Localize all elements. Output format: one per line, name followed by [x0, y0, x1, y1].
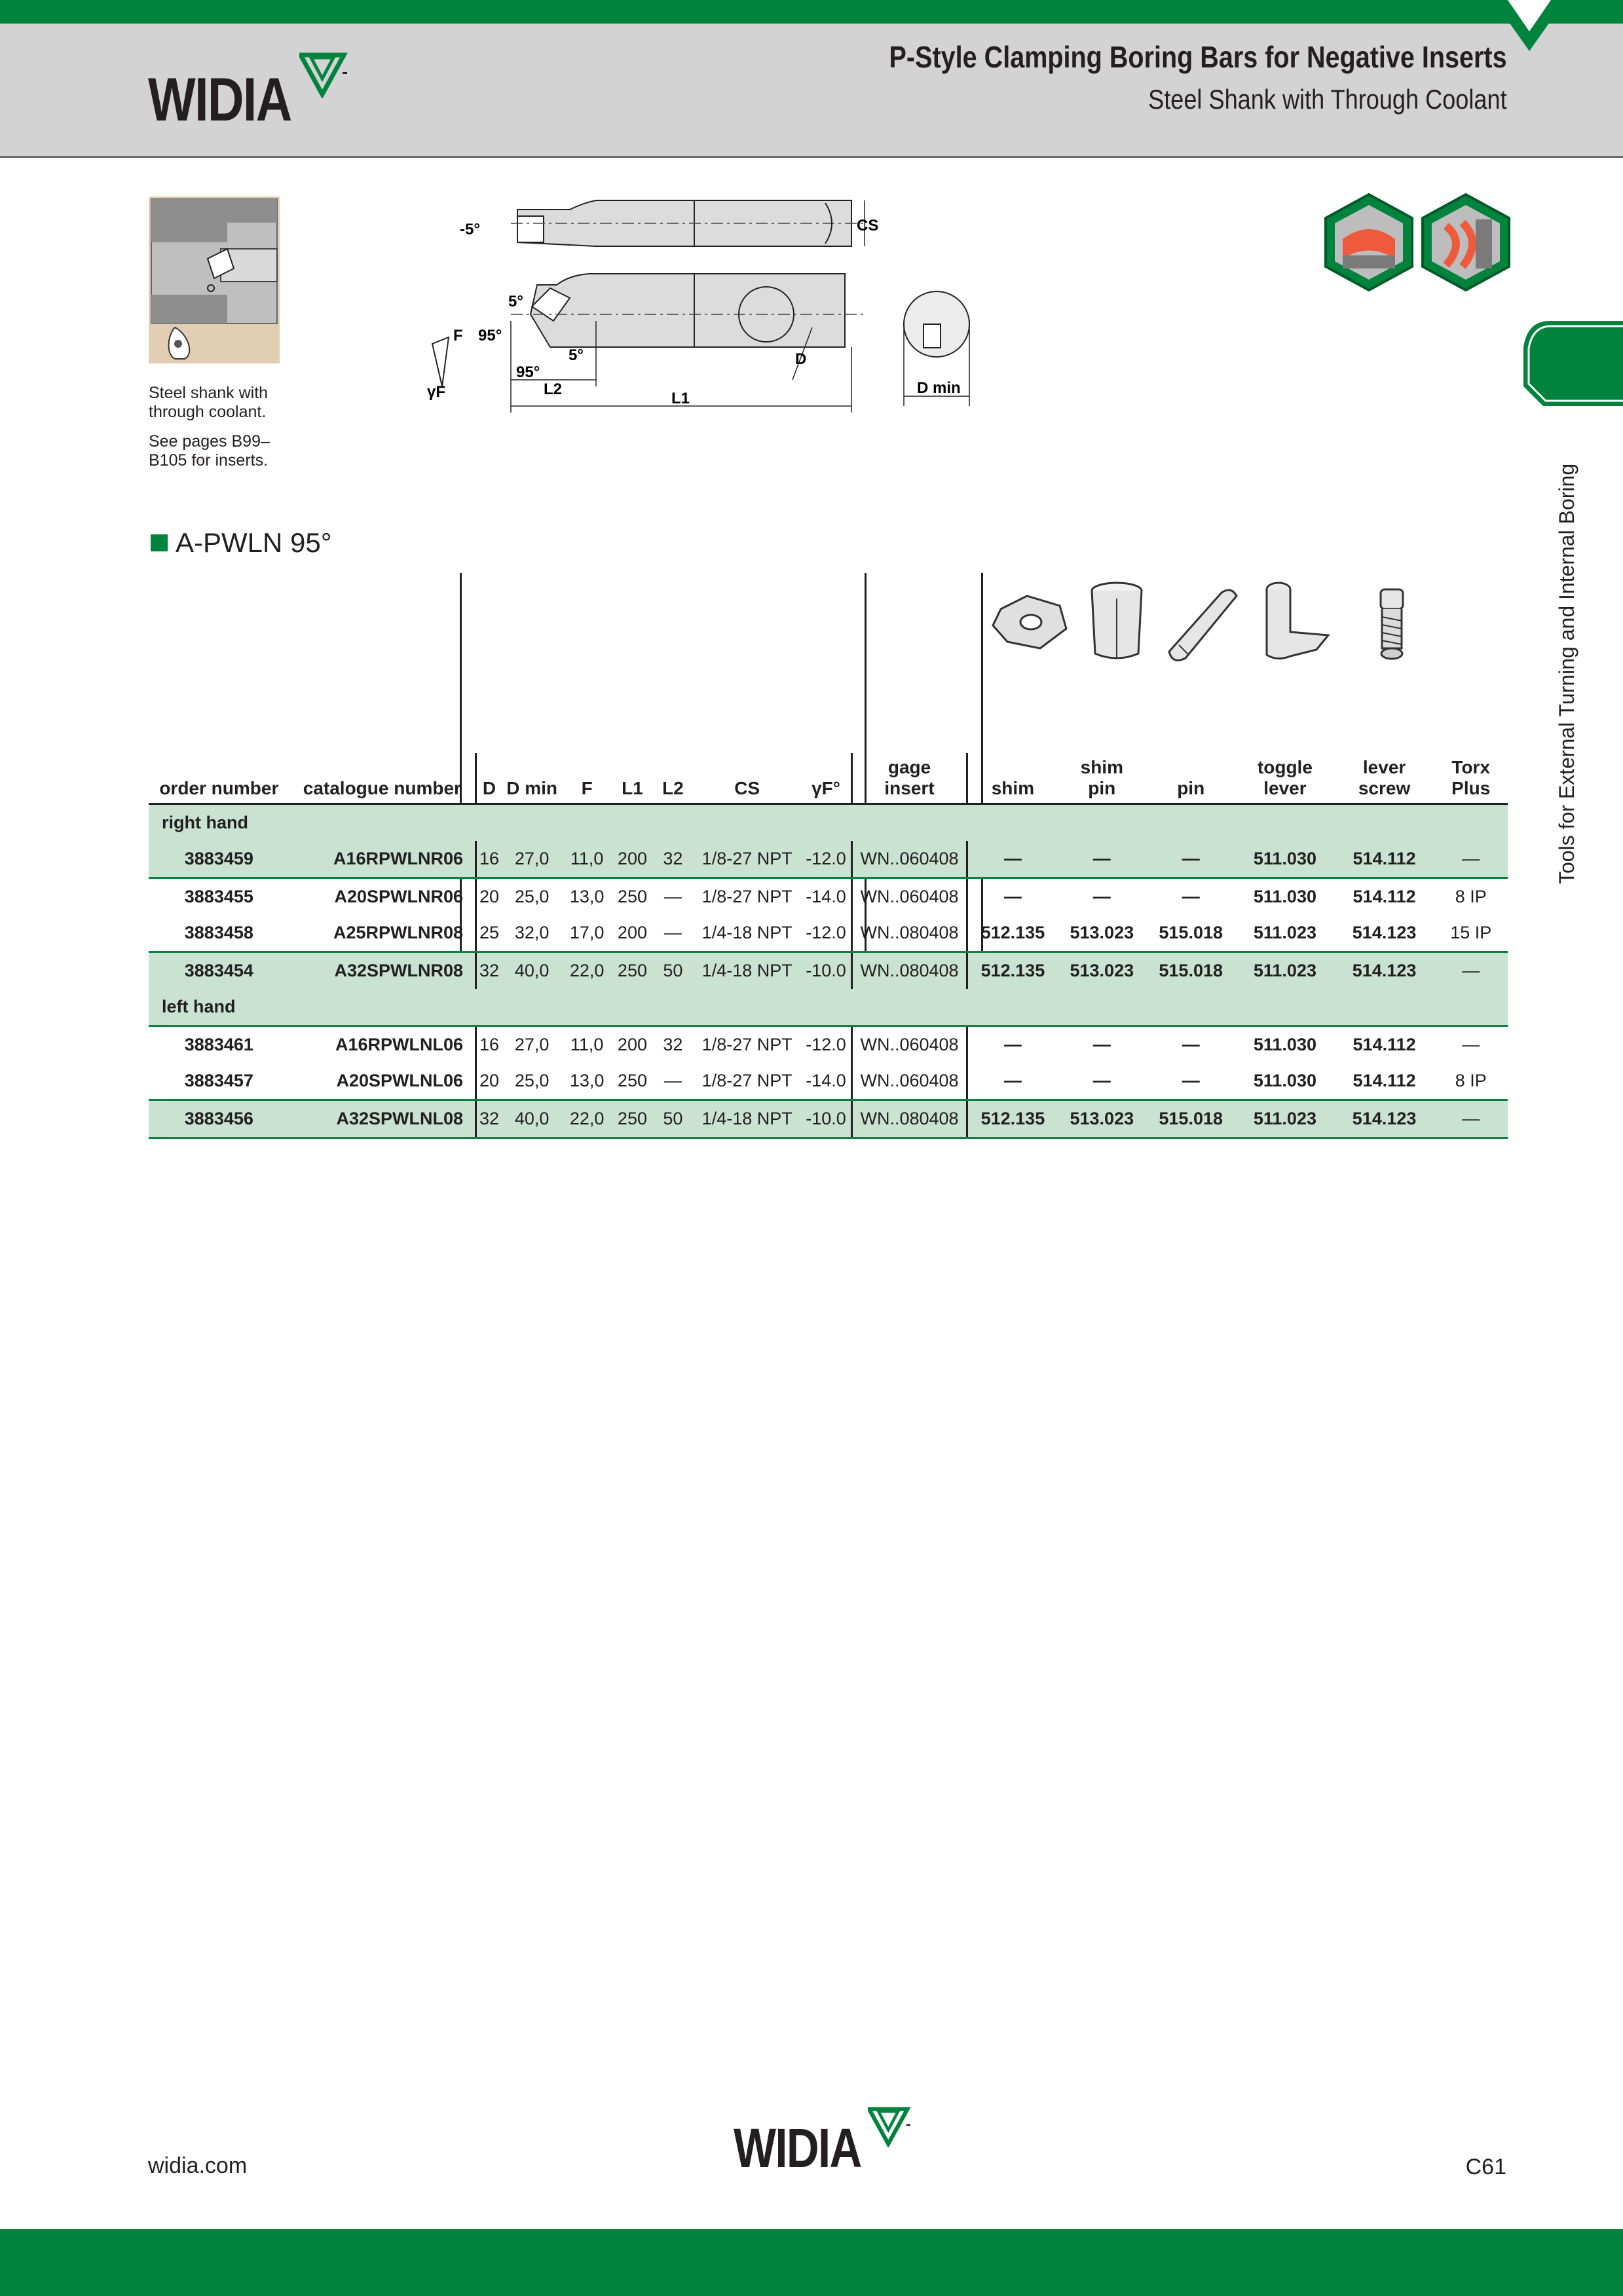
cell-gage: WN..080408: [851, 952, 967, 990]
group-left-hand: [149, 989, 1508, 1026]
table-row: [149, 915, 1508, 952]
cell-lever: 514.112: [1352, 1035, 1416, 1054]
cell-cat: A20SPWLNL06: [289, 1063, 476, 1100]
col-gage-line2: insert: [884, 778, 935, 798]
cell-shimpin: 513.023: [1057, 952, 1146, 990]
cell-shim: —: [967, 841, 1057, 878]
shim-pin-icon: [1081, 576, 1153, 668]
cell-dmin: 40,0: [502, 952, 562, 990]
cell-lever: 514.123: [1335, 915, 1434, 952]
cell-l1: 250: [612, 1063, 653, 1100]
cell-l2: —: [653, 915, 693, 952]
cell-lever: 514.112: [1335, 1063, 1434, 1100]
sidebar-label-text: Tools for External Turning and Internal Boring: [1555, 463, 1578, 884]
cell-order: 3883458: [149, 915, 289, 952]
cell-cat: A16RPWLNL06: [335, 1035, 464, 1054]
cell-gage: WN..060408: [851, 1026, 967, 1064]
caption-shank: Steel shank with through coolant.: [149, 384, 269, 421]
cell-l1: 200: [617, 1035, 647, 1054]
cell-dmin: 27,0: [514, 1035, 550, 1054]
top-green-bar: [0, 0, 1623, 24]
shim-icon: [988, 576, 1073, 668]
cell-shim: 512.135: [967, 915, 1057, 952]
cell-f: 11,0: [562, 841, 612, 878]
cell-f: 22,0: [562, 952, 612, 990]
cell-l2: —: [653, 1063, 693, 1100]
col-toggle-lever: [1235, 753, 1335, 804]
cell-pin: 515.018: [1146, 1100, 1235, 1138]
cell-order: 3883454: [149, 952, 289, 990]
cell-cat: A25RPWLNR08: [289, 915, 476, 952]
cell-f: 17,0: [562, 915, 612, 952]
cell-l2: 32: [663, 1035, 683, 1054]
table-header-row: [149, 753, 1508, 804]
cell-cs: 1/8-27 NPT: [693, 1063, 801, 1100]
col-pin: pin: [1146, 753, 1235, 804]
cell-gage: WN..080408: [851, 1100, 967, 1138]
label-ninety-five-a: 95°: [478, 327, 502, 344]
cell-f: 13,0: [562, 1063, 612, 1100]
col-d: D: [476, 753, 502, 804]
cell-gage: WN..080408: [851, 915, 967, 952]
col-gage-insert: [851, 753, 967, 804]
lever-screw-icon: [1362, 576, 1421, 668]
section-title: [151, 527, 332, 559]
section-tab-icon: [1523, 321, 1623, 409]
sidebar-vertical-label: [1555, 463, 1581, 910]
page-title: P-Style Clamping Boring Bars for Negative Inserts: [889, 40, 1507, 74]
col-torx-line2: Plus: [1451, 778, 1491, 798]
cell-cs: 1/8-27 NPT: [701, 887, 793, 906]
cell-f: 22,0: [562, 1100, 612, 1138]
cell-d: 20: [476, 878, 502, 916]
cell-pin: 515.018: [1146, 915, 1235, 952]
col-catalogue-number: catalogue number: [289, 753, 476, 804]
cell-d: 20: [476, 1063, 502, 1100]
cell-cat: A20SPWLNR06: [334, 887, 464, 906]
cell-lever: 514.112: [1335, 841, 1434, 878]
label-ninety-five-b: 95°: [516, 363, 540, 381]
cell-shimpin: —: [1057, 1063, 1146, 1100]
section-title-text: A-PWLN 95°: [176, 527, 332, 558]
cell-f: 13,0: [569, 887, 605, 906]
cell-toggle: 511.023: [1235, 915, 1335, 952]
col-f: F: [562, 753, 612, 804]
cell-shim: —: [967, 1026, 1057, 1064]
col-lever-line2: screw: [1358, 778, 1411, 798]
cell-d: 16: [476, 841, 502, 878]
cell-dmin: 25,0: [502, 1063, 562, 1100]
cell-cs: 1/4-18 NPT: [693, 952, 801, 990]
label-five-b: 5°: [569, 346, 584, 364]
cell-d: 32: [476, 1100, 502, 1138]
page-number: C61: [1465, 2155, 1506, 2179]
col-shim-pin: [1057, 753, 1146, 804]
cell-pin: —: [1182, 1035, 1200, 1054]
table-body: [149, 804, 1508, 1138]
col-torx-line1: Torx: [1451, 757, 1491, 777]
table-row: [149, 878, 1508, 916]
label-l2: L2: [544, 380, 563, 398]
cell-dmin: 32,0: [502, 915, 562, 952]
cell-l1: 200: [612, 915, 653, 952]
label-five-a: 5°: [508, 293, 523, 310]
cell-cat: A32SPWLNL08: [289, 1100, 476, 1138]
internal-boring-hex-icon: [1420, 193, 1512, 291]
cell-toggle: 511.023: [1235, 952, 1335, 990]
table-row: [149, 952, 1508, 990]
cell-torx: —: [1462, 1035, 1480, 1054]
label-dmin: D min: [917, 379, 961, 397]
cell-order: 3883461: [184, 1035, 253, 1054]
table-row: [149, 1100, 1508, 1138]
application-photo: [149, 196, 280, 363]
cell-l1: 200: [612, 841, 653, 878]
cell-toggle: 511.030: [1235, 1063, 1335, 1100]
brand-wordmark: WIDIA: [148, 65, 291, 134]
label-l1: L1: [671, 390, 690, 407]
cell-shimpin: 513.023: [1057, 1100, 1146, 1138]
col-gamma-f: γF°: [801, 753, 851, 804]
label-d: D: [795, 350, 807, 368]
cell-gamma: -14.0: [806, 887, 846, 906]
cell-lever: 514.123: [1335, 1100, 1434, 1138]
cell-torx: 8 IP: [1455, 887, 1487, 906]
cell-shimpin: —: [1057, 841, 1146, 878]
bottom-green-bar: [0, 2229, 1623, 2296]
label-cs: CS: [857, 217, 879, 234]
page-subtitle: Steel Shank with Through Coolant: [1148, 84, 1507, 115]
cell-toggle: 511.030: [1253, 1035, 1316, 1054]
cell-shimpin: 513.023: [1057, 915, 1146, 952]
cell-shim: 512.135: [967, 952, 1057, 990]
cell-gamma: -14.0: [801, 1063, 851, 1100]
group-label: right hand: [149, 804, 1508, 842]
cell-d: 16: [476, 1026, 502, 1064]
cell-cs: 1/4-18 NPT: [693, 1100, 801, 1138]
cell-cat: A32SPWLNR08: [289, 952, 476, 990]
table-row: [149, 841, 1508, 878]
cell-l1: 250: [617, 887, 647, 906]
cell-gamma: -10.0: [801, 1100, 851, 1138]
col-order-number: order number: [149, 753, 289, 804]
cell-order: 3883456: [149, 1100, 289, 1138]
col-lever-line1: lever: [1362, 757, 1406, 777]
cell-l2: 50: [653, 952, 693, 990]
cell-gamma: -10.0: [801, 952, 851, 990]
widia-triangle-icon: [299, 52, 348, 98]
label-f: F: [453, 327, 463, 344]
group-label: left hand: [149, 989, 1508, 1026]
cell-torx: —: [1434, 952, 1508, 990]
group-right-hand: [149, 804, 1508, 842]
cell-l2: 50: [653, 1100, 693, 1138]
col-cs: CS: [693, 753, 801, 804]
cell-torx: 15 IP: [1434, 915, 1508, 952]
cell-pin: —: [1146, 841, 1235, 878]
label-gamma-f: γF: [427, 383, 446, 401]
footer-url: widia.com: [148, 2153, 248, 2178]
cell-pin: 515.018: [1146, 952, 1235, 990]
cell-shim: 512.135: [967, 1100, 1057, 1138]
col-shimpin-line2: pin: [1088, 778, 1116, 798]
col-l2: L2: [653, 753, 693, 804]
col-torx-plus: [1434, 753, 1508, 804]
table-row: [149, 1026, 1508, 1064]
green-square-icon: [151, 534, 168, 551]
col-toggle-line2: lever: [1263, 778, 1307, 798]
cell-pin: —: [1182, 887, 1200, 906]
cell-shim: —: [967, 878, 1057, 916]
header-logo: [148, 60, 348, 132]
cell-f: 11,0: [570, 1035, 604, 1054]
cell-gage: WN..060408: [851, 841, 967, 878]
cell-cat: A16RPWLNR06: [289, 841, 476, 878]
cell-toggle: 511.030: [1235, 841, 1335, 878]
cell-l1: 250: [612, 952, 653, 990]
cell-torx: —: [1434, 841, 1508, 878]
pin-icon: [1159, 576, 1244, 668]
caption-inserts: See pages B99–B105 for inserts.: [149, 432, 270, 470]
label-angle-top: -5°: [460, 221, 480, 238]
footer-widia-triangle-icon: [868, 2107, 911, 2147]
cell-gamma: -12.0: [806, 1035, 846, 1054]
cell-dmin: 40,0: [502, 1100, 562, 1138]
cell-toggle: 511.030: [1253, 887, 1316, 906]
footer-brand-wordmark: WIDIA: [734, 2117, 861, 2179]
cell-dmin: 25,0: [514, 887, 550, 906]
cell-d: 32: [476, 952, 502, 990]
cell-lever: 514.123: [1335, 952, 1434, 990]
cell-dmin: 27,0: [502, 841, 562, 878]
col-shim: shim: [967, 753, 1057, 804]
col-toggle-line1: toggle: [1257, 757, 1313, 777]
cell-gamma: -12.0: [801, 841, 851, 878]
external-turning-hex-icon: [1323, 193, 1415, 291]
cell-gage: WN..060408: [851, 1063, 967, 1100]
cell-order: 3883457: [149, 1063, 289, 1100]
cell-d: 25: [476, 915, 502, 952]
toggle-lever-icon: [1251, 576, 1336, 668]
cell-pin: —: [1146, 1063, 1235, 1100]
spec-table: [149, 753, 1508, 1139]
cell-order: 3883459: [149, 841, 289, 878]
cell-shim: —: [967, 1063, 1057, 1100]
cell-order: 3883455: [184, 887, 253, 906]
cell-shimpin: —: [1092, 887, 1111, 906]
cell-cs: 1/4-18 NPT: [693, 915, 801, 952]
cell-lever: 514.112: [1352, 887, 1416, 906]
cell-torx: —: [1434, 1100, 1508, 1138]
cell-gamma: -12.0: [801, 915, 851, 952]
col-shimpin-line1: shim: [1080, 757, 1123, 777]
cell-cs: 1/8-27 NPT: [693, 841, 801, 878]
cell-cs: 1/8-27 NPT: [701, 1035, 793, 1054]
col-dmin: D min: [502, 753, 562, 804]
table-row: [149, 1063, 1508, 1100]
cell-l2: 32: [653, 841, 693, 878]
cell-l2: —: [663, 887, 682, 906]
cell-l1: 250: [612, 1100, 653, 1138]
cell-torx: 8 IP: [1434, 1063, 1508, 1100]
cell-gage: WN..060408: [851, 878, 967, 916]
cell-shimpin: —: [1092, 1035, 1111, 1054]
boring-bar-drawing: [419, 190, 996, 426]
cell-toggle: 511.023: [1235, 1100, 1335, 1138]
col-l1: L1: [612, 753, 653, 804]
col-gage-line1: gage: [887, 757, 931, 777]
col-lever-screw: [1335, 753, 1434, 804]
footer-logo: [734, 2112, 911, 2177]
